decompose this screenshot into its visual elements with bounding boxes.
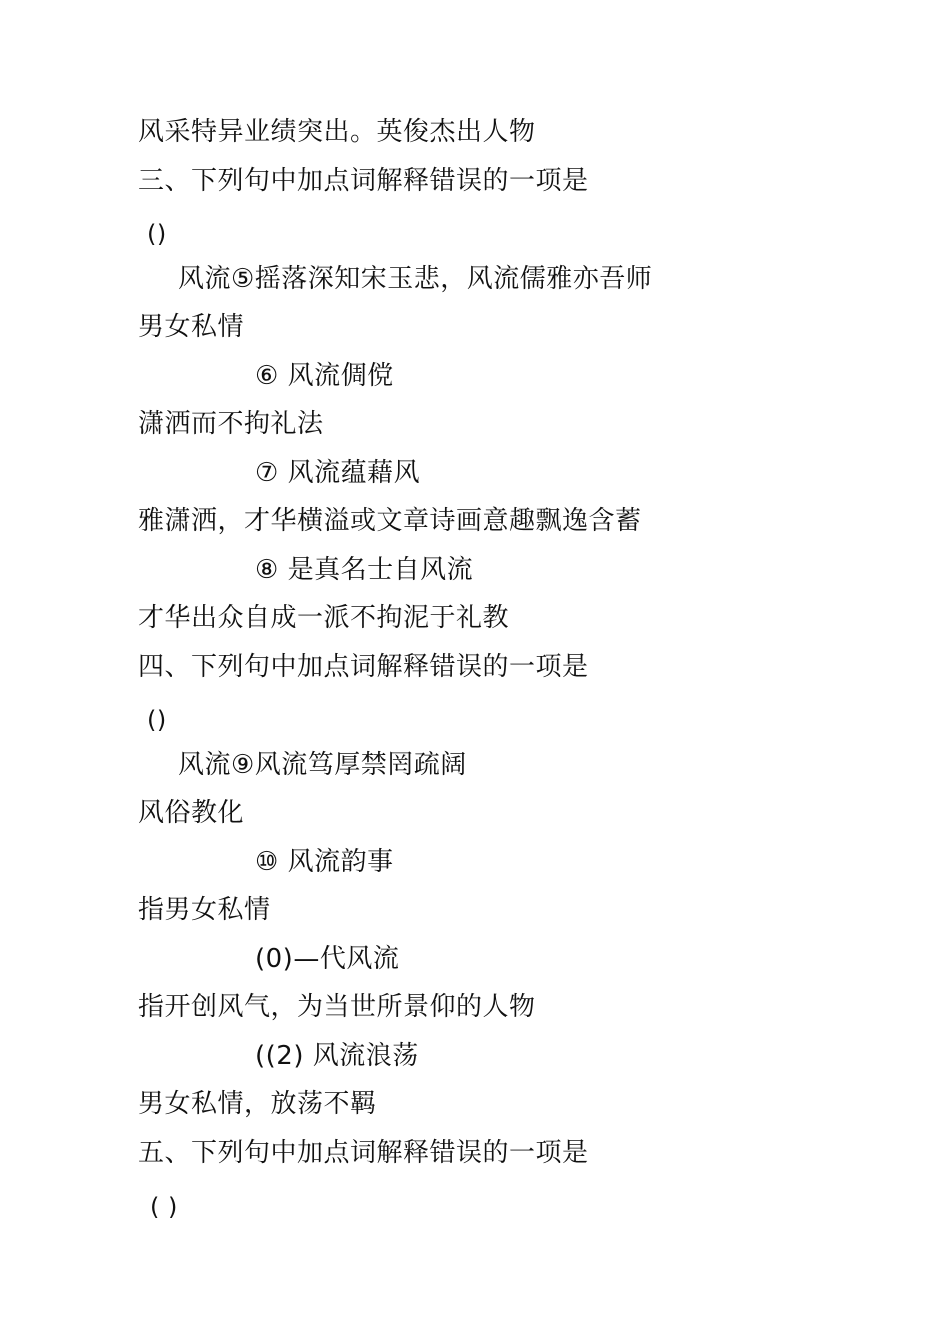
text-line: 风采特异业绩突出。英俊杰出人物 [138, 117, 536, 147]
option-line: (0)—代风流 [255, 944, 400, 974]
option-line: 风流⑤摇落深知宋玉悲，风流儒雅亦吾师 [178, 264, 653, 294]
text-line: 男女私情 [138, 312, 245, 342]
answer-parentheses: () [147, 220, 167, 248]
option-line: ⑦ 风流蕴藉风 [255, 458, 421, 488]
option-line: ⑧ 是真名士自风流 [255, 555, 474, 585]
question-heading: 三、下列句中加点词解释错误的一项是 [138, 166, 589, 196]
option-line: ⑩ 风流韵事 [255, 847, 394, 877]
answer-parentheses: () [147, 706, 167, 734]
question-heading: 四、下列句中加点词解释错误的一项是 [138, 652, 589, 682]
option-line: ((2) 风流浪荡 [255, 1041, 419, 1071]
text-line: 指男女私情 [138, 895, 271, 925]
option-line: ⑥ 风流倜傥 [255, 361, 394, 391]
text-line: 指开创风气，为当世所景仰的人物 [138, 992, 536, 1022]
text-line: 才华出众自成一派不拘泥于礼教 [138, 603, 510, 633]
question-heading: 五、下列句中加点词解释错误的一项是 [138, 1138, 589, 1168]
text-line: 雅潇洒，才华横溢或文章诗画意趣飘逸含蓄 [138, 506, 642, 536]
option-line: 风流⑨风流笃厚禁罔疏阔 [178, 750, 467, 780]
answer-parentheses: ( ) [150, 1193, 178, 1221]
text-line: 男女私情，放荡不羁 [138, 1089, 377, 1119]
text-line: 风俗教化 [138, 798, 245, 828]
text-line: 潇洒而不拘礼法 [138, 409, 324, 439]
